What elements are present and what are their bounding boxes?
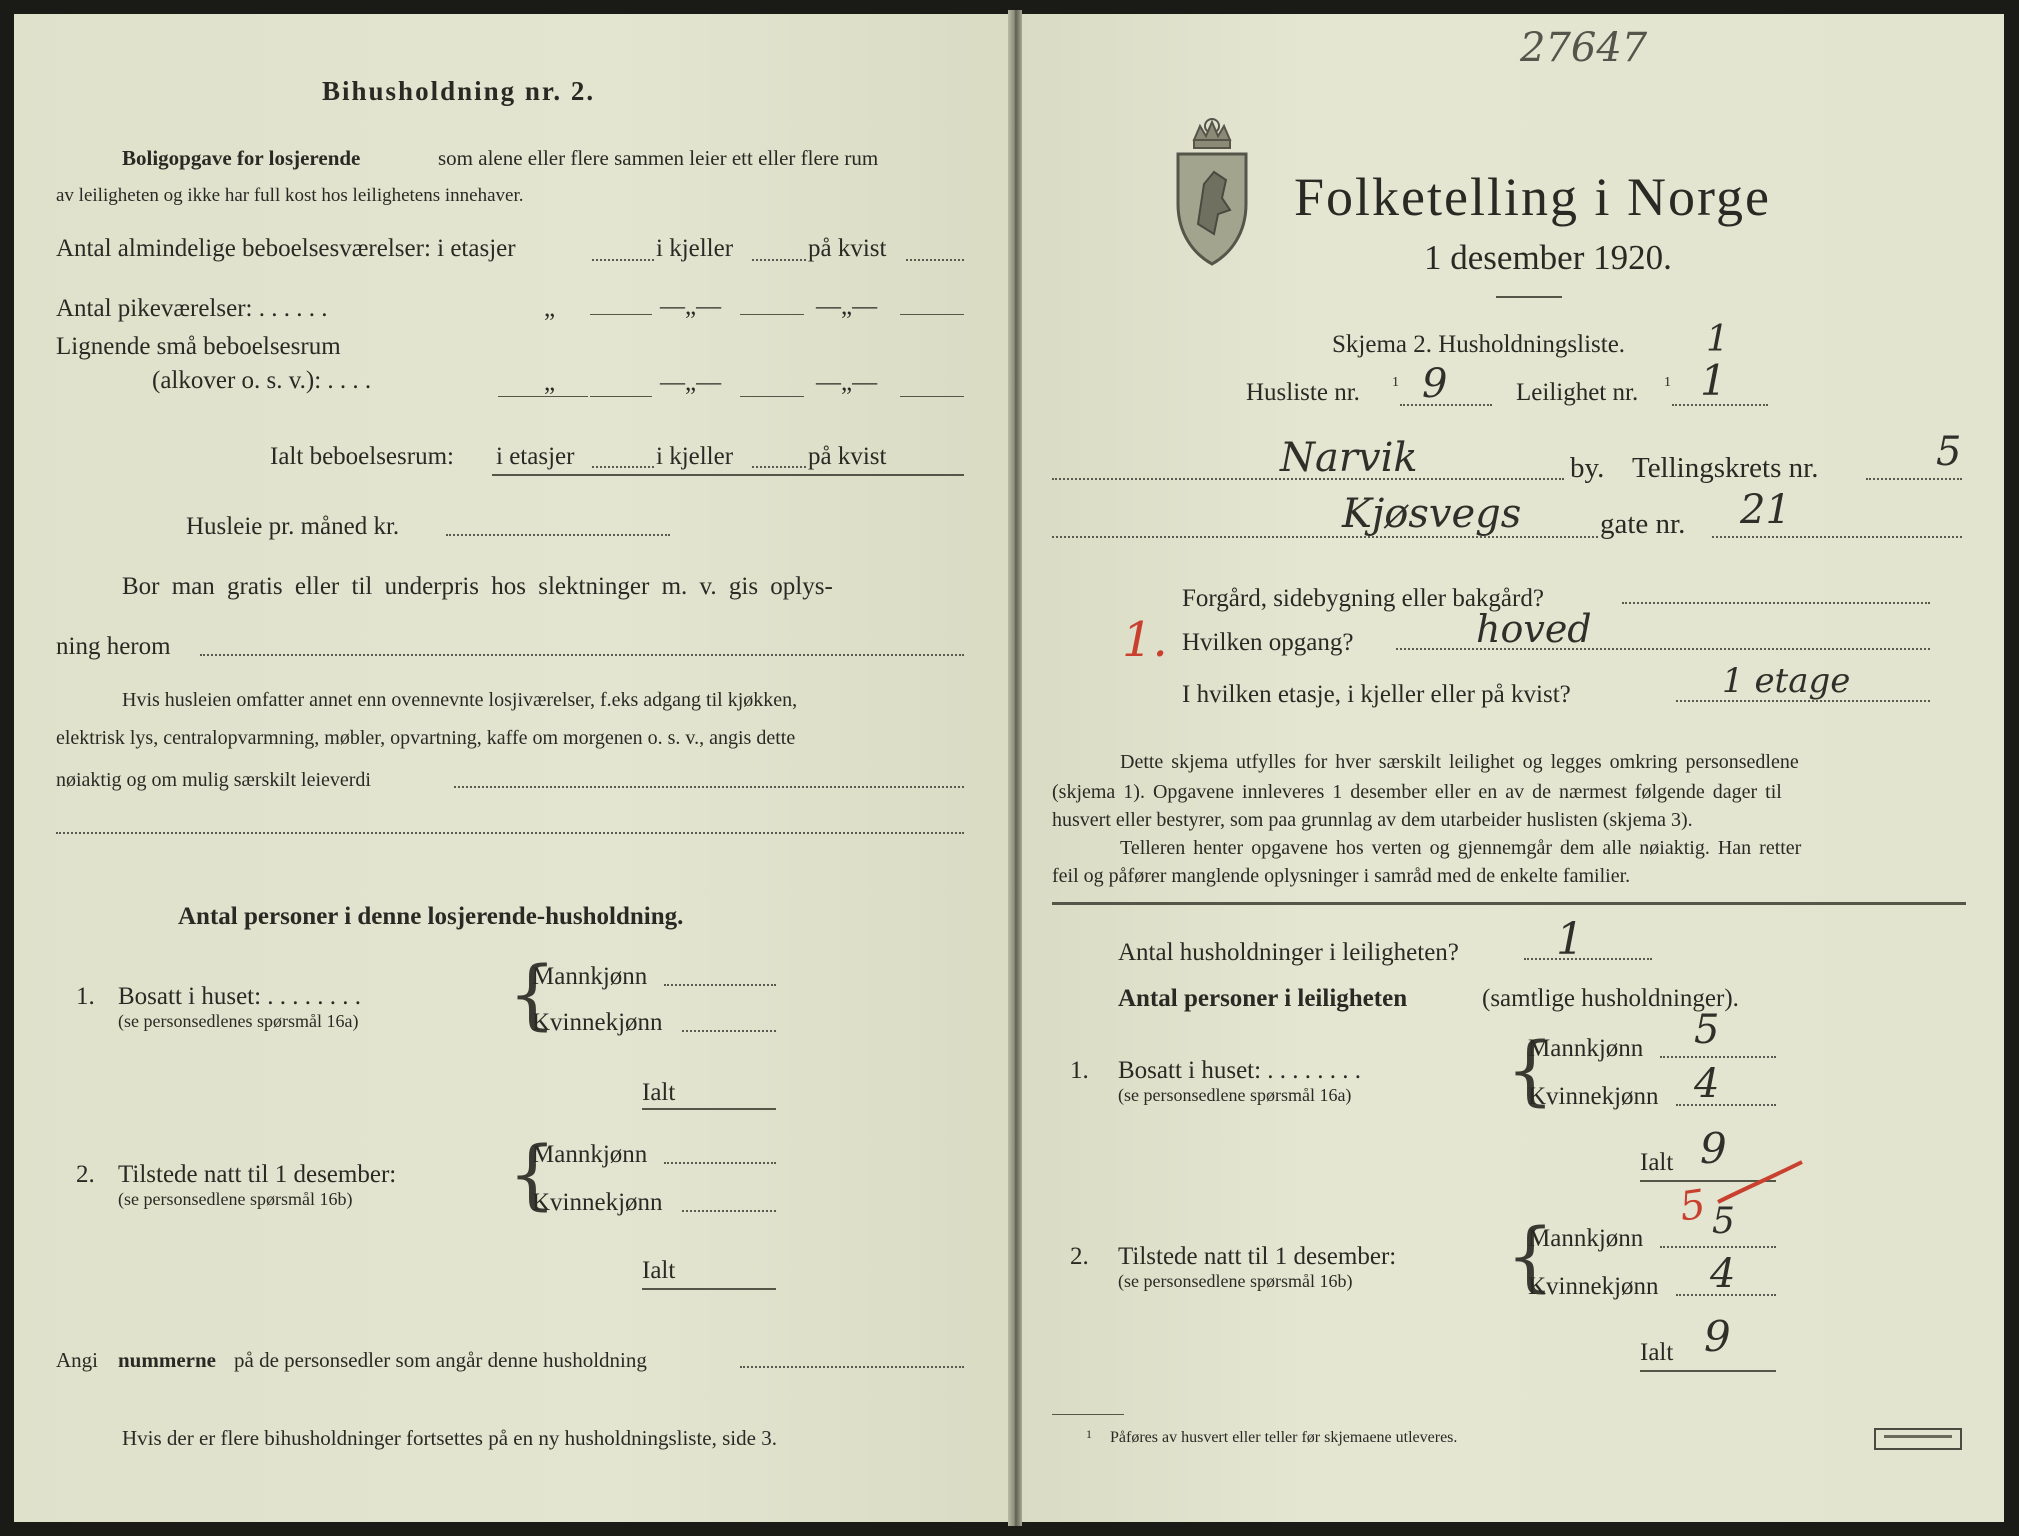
alcove-ditto: „ [544, 369, 556, 396]
archive-number: 27647 [1520, 25, 1648, 71]
right-present-brace: { [1506, 1211, 1555, 1300]
households-value: 1 [1556, 914, 1584, 965]
left-present-note: (se personsedlene spørsmål 16b) [118, 1189, 353, 1209]
right-resident-total-value: 9 [1700, 1124, 1727, 1173]
left-present-brace: { [508, 1129, 557, 1218]
right-resident-brace: { [1506, 1025, 1555, 1114]
alcove-dash-2: —„— [816, 369, 878, 396]
left-resident-male-line [664, 984, 776, 986]
footnote-rule [1052, 1414, 1124, 1415]
red-mark: 1. [1122, 612, 1168, 668]
extra-line3: nøiaktig og om mulig særskilt leieverdi [56, 769, 371, 791]
numbers-rest: på de personsedler som angår denne husholdning [234, 1348, 647, 1372]
right-resident-female-value: 4 [1694, 1061, 1720, 1107]
rooms-label: Antal almindelige beboelsesværelser: i etasjer [56, 235, 516, 262]
more-note: Hvis der er flere bihusholdninger fortsettes på en ny husholdningsliste, side 3. [122, 1426, 777, 1450]
apartment-line [1672, 404, 1768, 406]
right-present-total-value: 9 [1704, 1312, 1731, 1361]
total-rooms-floors: i etasjer [496, 443, 575, 470]
instruction-3: husvert eller bestyrer, som paa grunnlag av dem utarbeider huslisten (skjema 3). [1052, 809, 1693, 831]
extra-line1: Hvis husleien omfatter annet enn ovennevnte losjiværelser, f.eks adgang til kjøkken, [122, 689, 798, 711]
street-value: Kjøsvegs [1342, 491, 1522, 537]
right-present-female-line [1676, 1294, 1776, 1296]
maid-dash-1: —„— [660, 293, 722, 320]
intro-line2: av leiligheten og ikke har full kost hos leilighetens innehaver. [56, 185, 524, 206]
extra-line2: elektrisk lys, centralopvarmning, møbler, opvartning, kaffe om morgenen o. s. v., angis dette [56, 727, 796, 749]
left-present-total: Ialt [642, 1257, 676, 1284]
schema-hw: 1 [1706, 319, 1729, 360]
left-present-male: Mannkjønn [532, 1141, 648, 1168]
title-rule [1496, 296, 1562, 298]
street-number: 21 [1740, 487, 1791, 533]
maid-line-2 [740, 314, 804, 315]
right-present-total-line [1640, 1370, 1776, 1372]
floor-value: 1 etage [1722, 661, 1851, 701]
extra-line-a [454, 786, 964, 788]
city-line [1052, 478, 1564, 480]
right-resident-male-value: 5 [1694, 1007, 1720, 1053]
entrance-question: Hvilken opgang? [1182, 629, 1354, 656]
rent-label: Husleie pr. måned kr. [186, 513, 400, 540]
intro-bold: Boligopgave for losjerende [122, 146, 361, 170]
right-present-num: 2. [1070, 1243, 1089, 1270]
left-resident-female: Kvinnekjønn [532, 1009, 663, 1036]
right-present-female: Kvinnekjønn [1528, 1273, 1659, 1300]
rooms-cellar: i kjeller [656, 235, 734, 262]
right-resident-male: Mannkjønn [1528, 1035, 1644, 1062]
instruction-2: (skjema 1). Opgavene innleveres 1 desember eller en av de nærmest følgende dager til [1052, 781, 1782, 803]
district-line [1866, 478, 1962, 480]
maid-dash-2: —„— [816, 293, 878, 320]
alcoves-label: (alkover o. s. v.): . . . . [152, 367, 372, 394]
right-resident-total: Ialt [1640, 1149, 1674, 1176]
right-present-total: Ialt [1640, 1339, 1674, 1366]
right-persons-heading-rest: (samtlige husholdninger). [1482, 985, 1739, 1012]
numbers-bold: nummerne [118, 1348, 216, 1372]
apartment-footnote: 1 [1664, 375, 1671, 390]
left-resident-female-line [682, 1030, 776, 1032]
city-label: by. [1570, 452, 1605, 484]
right-resident-label: Bosatt i huset: . . . . . . . . [1118, 1057, 1362, 1084]
total-floors-line [592, 466, 654, 468]
footnote-text: Påføres av husvert eller teller før skjemaene utleveres. [1110, 1429, 1458, 1446]
right-present-male-line [1660, 1246, 1776, 1248]
coat-of-arms-icon [1170, 114, 1254, 268]
left-present-female: Kvinnekjønn [532, 1189, 663, 1216]
rooms-attic-line [906, 259, 964, 261]
households-question: Antal husholdninger i leiligheten? [1118, 939, 1459, 966]
district-label: Tellingskrets nr. [1632, 452, 1819, 484]
street-line [1052, 536, 1598, 538]
households-line [1524, 958, 1652, 960]
city-value: Narvik [1280, 435, 1418, 481]
house-list-label: Husliste nr. [1246, 379, 1360, 406]
schema-label: Skjema 2. Husholdningsliste. [1332, 331, 1626, 358]
left-title: Bihusholdning nr. 2. [322, 76, 596, 106]
red-correction-five: 5 [1676, 1181, 1709, 1231]
left-present-female-line [682, 1210, 776, 1212]
apartment-label: Leilighet nr. [1516, 379, 1639, 406]
intro-rest: som alene eller flere sammen leier ett eller flere rum [438, 146, 879, 170]
free-line1: Bor man gratis eller til underpris hos slektninger m. v. gis oplys- [122, 573, 833, 600]
street-label: gate nr. [1600, 508, 1686, 540]
house-list-value: 9 [1422, 361, 1448, 407]
right-present-label: Tilstede natt til 1 desember: [1118, 1243, 1397, 1270]
left-persons-heading: Antal personer i denne losjerende-husholdning. [178, 903, 684, 930]
small-rooms-label: Lignende små beboelsesrum [56, 333, 341, 360]
left-present-label: Tilstede natt til 1 desember: [118, 1161, 397, 1188]
alcove-line-1 [590, 396, 652, 397]
district-value: 5 [1936, 429, 1962, 475]
total-rooms-attic: på kvist [808, 443, 887, 470]
instruction-5: feil og påfører manglende oplysninger i samråd med de enkelte familier. [1052, 865, 1631, 887]
extra-line-b [56, 832, 964, 834]
numbers-line [740, 1366, 964, 1368]
right-resident-female: Kvinnekjønn [1528, 1083, 1659, 1110]
left-resident-total-line [642, 1108, 776, 1110]
alcove-line-2 [740, 396, 804, 397]
house-list-line [1400, 404, 1492, 406]
right-present-male-value: 5 [1712, 1201, 1735, 1242]
left-resident-label: Bosatt i huset: . . . . . . . . [118, 983, 362, 1010]
right-resident-male-line [1660, 1056, 1776, 1058]
maid-rooms-label: Antal pikeværelser: . . . . . . [56, 295, 328, 322]
right-persons-heading: Antal personer i leiligheten [1118, 985, 1408, 1012]
total-cellar-line [752, 466, 806, 468]
alcove-line-3 [900, 396, 964, 397]
instruction-1: Dette skjema utfylles for hver særskilt leilighet og legges omkring personsedlene [1120, 751, 1799, 773]
maid-ditto: „ [544, 295, 556, 322]
printer-stamp [1874, 1428, 1962, 1450]
entrance-value: hoved [1476, 607, 1592, 651]
free-line [200, 654, 964, 656]
page-fold [1008, 10, 1022, 1526]
left-present-male-line [664, 1162, 776, 1164]
footnote-mark: 1 [1086, 1427, 1092, 1441]
floor-line [1676, 700, 1930, 702]
right-present-note: (se personsedlene spørsmål 16b) [1118, 1271, 1353, 1291]
total-rooms-label: Ialt beboelsesrum: [270, 443, 454, 470]
front-question: Forgård, sidebygning eller bakgård? [1182, 585, 1544, 612]
free-line2: ning herom [56, 633, 171, 660]
alcove-line-0 [498, 396, 588, 397]
form-date: 1 desember 1920. [1424, 238, 1672, 277]
alcove-dash-1: —„— [660, 369, 722, 396]
left-resident-total: Ialt [642, 1079, 676, 1106]
left-resident-num: 1. [76, 983, 95, 1010]
street-number-line [1712, 536, 1962, 538]
apartment-value: 1 [1700, 356, 1727, 405]
instruction-4: Telleren henter opgavene hos verten og gjennemgår dem alle nøiaktig. Han retter [1120, 837, 1802, 859]
entrance-line [1396, 648, 1930, 650]
form-title: Folketelling i Norge [1294, 167, 1771, 227]
maid-line-1 [590, 314, 652, 315]
rooms-attic: på kvist [808, 235, 887, 262]
left-resident-note: (se personsedlenes spørsmål 16a) [118, 1011, 359, 1031]
rent-line [446, 534, 670, 536]
numbers-pre: Angi [56, 1348, 98, 1372]
right-resident-note: (se personsedlene spørsmål 16a) [1118, 1085, 1352, 1105]
left-resident-male: Mannkjønn [532, 963, 648, 990]
total-rooms-cellar: i kjeller [656, 443, 734, 470]
right-present-male: Mannkjønn [1528, 1225, 1644, 1252]
section-rule [1052, 902, 1966, 905]
right-resident-female-line [1676, 1104, 1776, 1106]
left-present-num: 2. [76, 1161, 95, 1188]
rooms-floors-line [592, 259, 654, 261]
total-rooms-underline [492, 474, 964, 476]
left-resident-brace: { [508, 949, 557, 1038]
front-line [1622, 602, 1930, 604]
house-list-footnote: 1 [1392, 375, 1399, 390]
right-resident-num: 1. [1070, 1057, 1089, 1084]
left-present-total-line [642, 1288, 776, 1290]
right-present-female-value: 4 [1710, 1251, 1736, 1297]
maid-line-3 [900, 314, 964, 315]
floor-question: I hvilken etasje, i kjeller eller på kvist? [1182, 681, 1571, 708]
rooms-cellar-line [752, 259, 806, 261]
